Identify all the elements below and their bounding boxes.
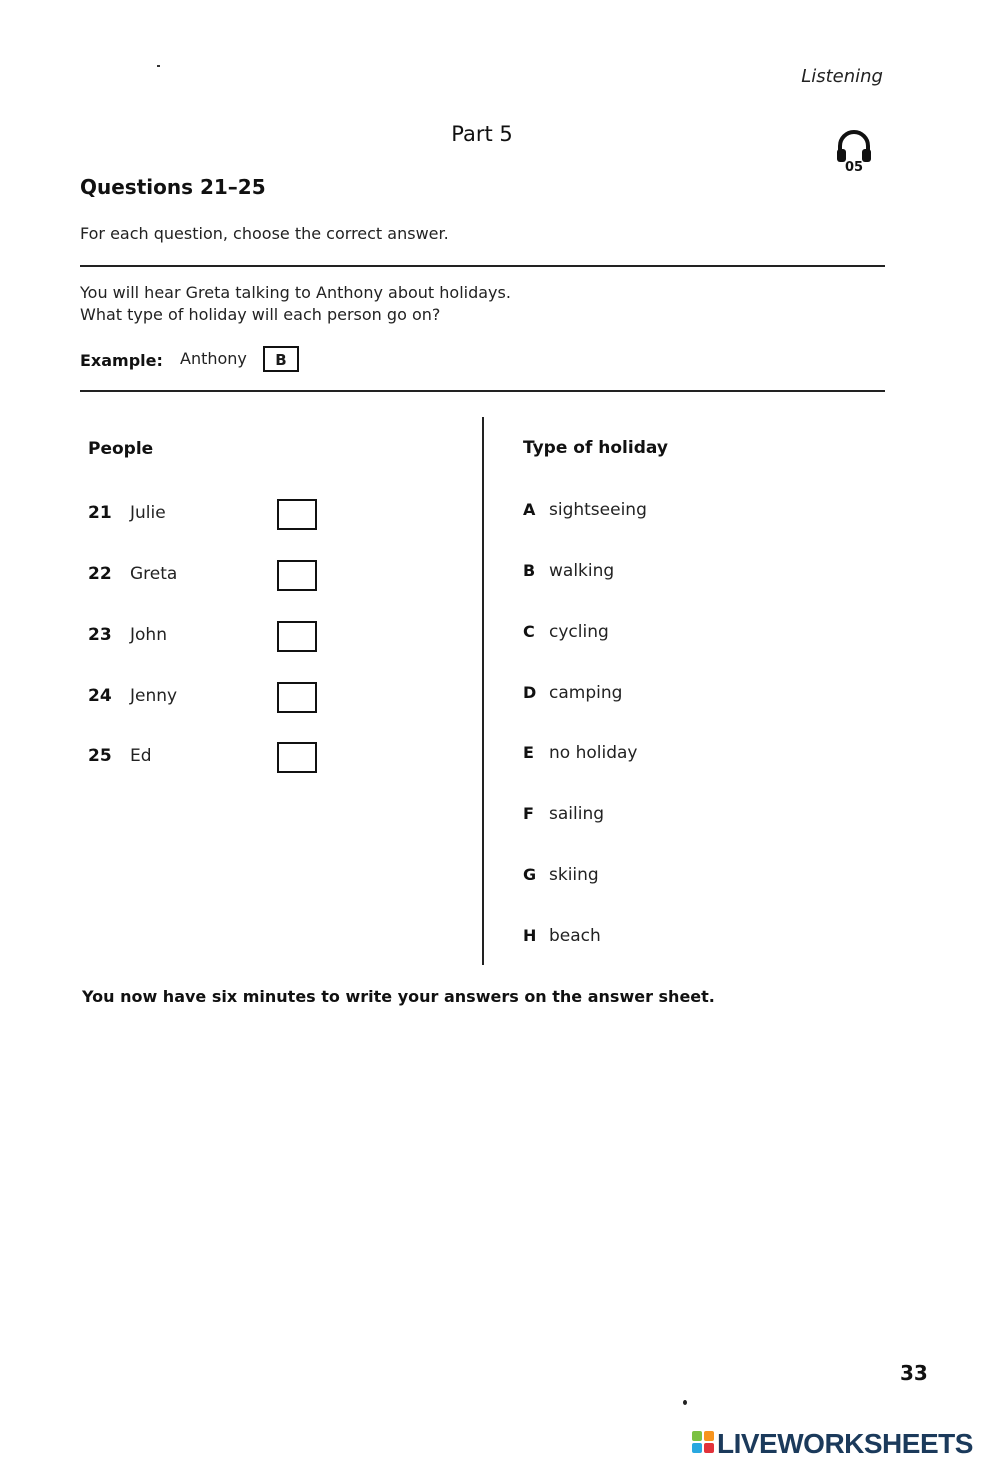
liveworksheets-logo[interactable] — [692, 1428, 992, 1458]
divider-top — [80, 265, 885, 267]
option-f — [523, 804, 823, 830]
logo-square-blue — [692, 1443, 702, 1453]
option-text: sailing — [549, 804, 605, 824]
option-b — [523, 561, 823, 587]
person-name: Greta — [130, 564, 178, 584]
column-divider — [482, 417, 484, 965]
section-label: Listening — [801, 66, 883, 87]
person-name: Jenny — [130, 686, 178, 706]
option-text: no holiday — [549, 743, 638, 763]
option-text: skiing — [549, 865, 599, 885]
option-g — [523, 865, 823, 891]
person-name: Ed — [130, 746, 152, 766]
context-line-2: What type of holiday will each person go on? — [80, 305, 441, 324]
person-name: John — [130, 625, 167, 645]
track-number: 05 — [844, 160, 864, 175]
option-letter: C — [523, 622, 535, 641]
option-letter: B — [523, 561, 536, 580]
person-row-24 — [88, 682, 328, 716]
option-d — [523, 683, 823, 709]
option-letter: H — [523, 926, 537, 945]
person-row-23 — [88, 621, 328, 655]
answer-box-21[interactable] — [277, 499, 317, 530]
divider-bottom — [80, 390, 885, 392]
example-name: Anthony — [180, 349, 247, 368]
option-letter: E — [523, 743, 534, 762]
option-text: sightseeing — [549, 500, 647, 520]
option-e — [523, 743, 823, 769]
logo-square-green — [692, 1431, 702, 1441]
option-letter: G — [523, 865, 537, 884]
part-title: Part 5 — [451, 122, 513, 146]
question-number: 23 — [88, 625, 112, 645]
example-answer-box: B — [263, 346, 299, 372]
answer-box-22[interactable] — [277, 560, 317, 591]
logo-mark-icon — [692, 1431, 714, 1453]
option-letter: F — [523, 804, 534, 823]
questions-title: Questions 21–25 — [80, 175, 266, 199]
context-text — [80, 282, 511, 326]
option-a — [523, 500, 823, 526]
example-label: Example: — [80, 351, 163, 370]
question-number: 24 — [88, 686, 112, 706]
option-text: beach — [549, 926, 601, 946]
person-name: Julie — [130, 503, 166, 523]
people-heading: People — [88, 439, 154, 459]
scan-speck — [683, 1400, 687, 1405]
page-number: 33 — [900, 1361, 928, 1385]
logo-text: LIVEWORKSHEETS — [717, 1428, 973, 1459]
logo-square-orange — [704, 1431, 714, 1441]
option-letter: A — [523, 500, 536, 519]
option-letter: D — [523, 683, 537, 702]
answer-box-24[interactable] — [277, 682, 317, 713]
logo-square-red — [704, 1443, 714, 1453]
option-text: walking — [549, 561, 615, 581]
closing-instruction: You now have six minutes to write your answers on the answer sheet. — [82, 987, 715, 1006]
option-text: cycling — [549, 622, 609, 642]
question-number: 25 — [88, 746, 112, 766]
answer-box-25[interactable] — [277, 742, 317, 773]
option-h — [523, 926, 823, 952]
person-row-22 — [88, 560, 328, 594]
person-row-25 — [88, 742, 328, 776]
option-c — [523, 622, 823, 648]
person-row-21 — [88, 499, 328, 533]
question-number: 22 — [88, 564, 112, 584]
instruction-text: For each question, choose the correct answer. — [80, 224, 449, 243]
holiday-types-heading: Type of holiday — [523, 438, 668, 458]
option-text: camping — [549, 683, 623, 703]
context-line-1: You will hear Greta talking to Anthony about holidays. — [80, 283, 511, 302]
question-number: 21 — [88, 503, 112, 523]
scan-speck — [157, 65, 160, 67]
answer-box-23[interactable] — [277, 621, 317, 652]
